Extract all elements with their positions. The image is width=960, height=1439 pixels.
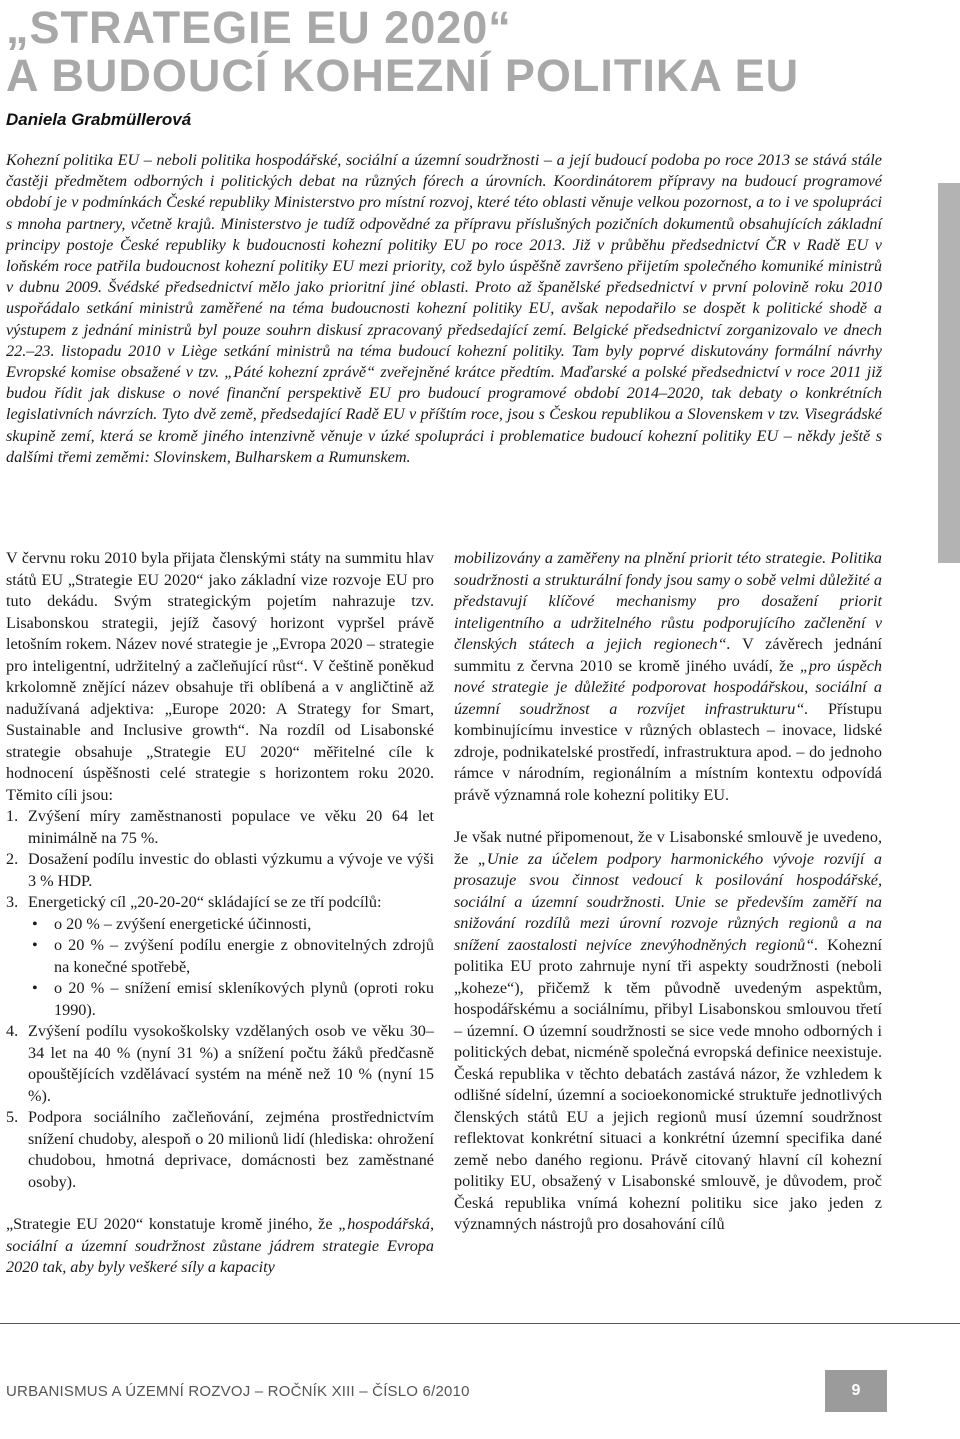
journal-footer: URBANISMUS A ÚZEMNÍ ROZVOJ – ROČNÍK XIII – ČÍSLO 6/2010: [6, 1383, 470, 1400]
goal-number: 1.: [6, 807, 19, 825]
lisbon-intro: Je však nutné připomenout, že v Lisabonské smlouvě je uvedeno, že: [454, 828, 882, 868]
subgoal-text: o 20 % – zvýšení podílu energie z obnovitelných zdrojů na konečné spotřebě,: [54, 936, 434, 976]
bullet-icon: •: [32, 979, 38, 997]
title-line-1: „STRATEGIE EU 2020“: [6, 2, 512, 53]
quote-lisbon-treaty: „Unie za účelem podpory harmonického vývoje rozvíjí a prosazuje svou činnost vedoucí k posilování hospodářské, sociální a územní soudržnosti. Unie se především zaměří na snižování rozdílů mezi úrovní rozvoje různých regionů a na snížení zaostalosti nejvíce znevýhodněných regionů“.: [454, 849, 883, 954]
bullet-icon: •: [32, 936, 38, 954]
left-column: [6, 548, 434, 1279]
closing-plain: „Strategie EU 2020“ konstatuje kromě jiného, že: [6, 1215, 339, 1233]
subgoal-item: [28, 914, 434, 936]
right-paragraph-1: [454, 548, 882, 806]
closing-quote: „hospodářská, sociální a územní soudržnost zůstane jádrem strategie Evropa 2020 tak, aby byly veškeré síly a kapacity: [6, 1215, 434, 1276]
goal-text: Zvýšení míry zaměstnanosti populace ve věku 20 64 let minimálně na 75 %.: [28, 807, 434, 847]
goal-text: Dosažení podílu investic do oblasti výzkumu a vývoje ve výši 3 % HDP.: [28, 850, 434, 890]
goal-item: [6, 892, 434, 1021]
footer-divider: [0, 1323, 960, 1324]
side-tab-marker: [938, 183, 960, 563]
cohesion-text: Kohezní politika EU proto zahrnuje nyní tři aspekty soudržnosti (neboli „koheze“), přičemž k těm původně uvedeným aspektům, hospodářskému a sociálnímu, přibyl Lisabonskou smlouvou třetí – územní. O územní soudržnosti se sice vede mnoho odborných i politických debat, nicméně společná evropská definice neexistuje. Česká republika v těchto debatách zastává názor, že vzhledem k odlišné sídelní, územní a socioekonomické struktuře jednotlivých členských států EU a jejich regionů musí územní soudržnost reflektovat konkrétní situaci a konkrétní územní specifika dané země nebo daného regionu. Právě citovaný hlavní cíl kohezní politiky EU, obsažený v Lisabonské smlouvě, je důvodem, proč Česká republika vnímá kohezní politiku sice jako jeden z významných nástrojů pro dosahování cílů: [454, 935, 882, 1233]
author-name: Daniela Grabmüllerová: [6, 110, 192, 129]
abstract: Kohezní politika EU – neboli politika hospodářské, sociální a územní soudržnosti – a její budoucí podoba po roce 2013 se stává stále častěji předmětem odborných i politických debat na různých fórech a úrovních. Koordinátorem přípravy na budoucí programové období je v podmínkách České republiky Ministerstvo pro místní rozvoj, které této oblasti věnuje velkou pozornost, a to i ve spolupráci s mnoha partnery, včetně krajů. Ministerstvo je tudíž odpovědné za přípravu příslušných pozičních dokumentů obsahujících základní principy postoje České republiky k budoucnosti kohezní politiky EU po roce 2013. Již v průběhu předsednictví ČR v Radě EU v loňském roce patřila budoucnost kohezní politiky EU mezi priority, což bylo úspěšně završeno přijetím společného komuniké ministrů v dubnu 2009. Švédské předsednictví mělo jako prioritní jiné oblasti. Proto až španělské předsednictví v první polovině roku 2010 uspořádalo setkání ministrů zaměřené na téma budoucnosti kohezní politiky EU, avšak nepodařilo se dospět k politické shodě a výstupem z jednání ministrů byl pouze souhrn diskusí zpracovaný předsedající zemí. Belgické předsednictví zorganizovalo ve dnech 22.–23. listopadu 2010 v Liège setkání ministrů na téma budoucí kohezní politiky. Tam byly poprvé diskutovány formální návrhy Evropské komise obsažené v tzv. „Páté kohezní zprávě“ zveřejněné krátce předtím. Maďarské a polské předsednictví v roce 2011 již budou řídit jak diskuse o nové finanční perspektivě EU pro budoucí programové období 2014–2020, tak debaty o konkrétních legislativních návrzích. Tyto dvě země, předsedající Radě EU v příštím roce, jsou s Českou republikou a Slovenskem v tzv. Visegrádské skupině zemí, která se kromě jiného intenzivně věnuje v úzké spolupráci i problematice budoucí kohezní politiky EU – někdy ještě s dalšími třemi zeměmi: Slovinskem, Bulharskem a Rumunskem.: [6, 151, 882, 466]
goal-text: Energetický cíl „20-20-20“ skládající se ze tří podcílů:: [28, 893, 382, 911]
left-closing-paragraph: [6, 1214, 434, 1279]
subgoal-text: o 20 % – zvýšení energetické účinnosti,: [54, 914, 312, 933]
goal-text: Podpora sociálního začleňování, zejména prostřednictvím snížení chudoby, alespoň o 20 milionů lidí (hlediska: ohrožení chudobou, hmotná deprivace, domácnosti bez zaměstnané osoby).: [28, 1108, 434, 1191]
quote-strategy: mobilizovány a zaměřeny na plnění priorit této strategie. Politika soudržnosti a strukturální fondy jsou samy o sobě velmi důležité a představují klíčové mechanismy pro dosažení priorit inteligentního a udržitelného růstu podporujícího začlenění v členských státech a jejich regionech“.: [454, 549, 882, 653]
goal-number: 3.: [6, 893, 19, 911]
article-title: [6, 4, 799, 100]
goals-list: [6, 806, 434, 1193]
quote-summit: „pro úspěch nové strategie je důležité podporovat hospodářskou, sociální a územní soudržnost a rozvíjet infrastrukturu“.: [454, 656, 882, 718]
page-number: 9: [825, 1370, 887, 1412]
goal-item: [6, 1107, 434, 1193]
bullet-icon: •: [32, 914, 38, 933]
goal-item: [6, 806, 434, 849]
right-paragraph-2: [454, 827, 882, 1236]
goal-text: Zvýšení podílu vysokoškolsky vzdělaných osob ve věku 30–34 let na 40 % (nyní 31 %) a snížení počtu žáků předčasně opouštějících vzdělávací systém na méně než 10 % (nyní 15 %).: [28, 1022, 434, 1105]
subgoals-list: [28, 914, 434, 1022]
summit-text: V závěrech jednání summitu z června 2010 se kromě jiného uvádí, že: [454, 635, 882, 675]
investment-text: Přístupu kombinujícímu investice v různých oblastech – inovace, lidské zdroje, podnikatelské prostředí, infrastruktura apod. – do jednoho rámce v národním, regionálním a místním kontextu odpovídá právě významná role kohezní politiky EU.: [454, 699, 882, 804]
left-intro-paragraph: V červnu roku 2010 byla přijata členskými státy na summitu hlav států EU „Strategie EU 2020“ jako základní vize rozvoje EU pro tuto dekádu. Svým strategickým pojetím nahrazuje tzv. Lisabonskou strategii, jejíž časový horizont vypršel právě letošním rokem. Název nové strategie je „Evropa 2020 – strategie pro inteligentní, udržitelný a začleňující růst“. V češtině poněkud krkolomně znějící název obsahuje tři oblíbená a v angličtině až nadužívaná adjektiva: „Europe 2020: A Strategy for Smart, Sustainable and Inclusive growth“. Na rozdíl od Lisabonské strategie obsahuje „Strategie EU 2020“ měřitelné cíle k hodnocení úspěšnosti celé strategie s horizontem roku 2020. Těmito cíli jsou:: [6, 549, 434, 804]
goal-number: 2.: [6, 850, 19, 868]
goal-number: 5.: [6, 1108, 19, 1126]
title-line-2: A BUDOUCÍ KOHEZNÍ POLITIKA EU: [6, 50, 800, 101]
subgoal-text: o 20 % – snížení emisí skleníkových plynů (oproti roku 1990).: [54, 979, 434, 1019]
goal-number: 4.: [6, 1022, 19, 1040]
right-column: [454, 548, 882, 1236]
subgoal-item: [28, 978, 434, 1021]
goal-item: [6, 849, 434, 892]
goal-item: [6, 1021, 434, 1107]
subgoal-item: [28, 935, 434, 978]
